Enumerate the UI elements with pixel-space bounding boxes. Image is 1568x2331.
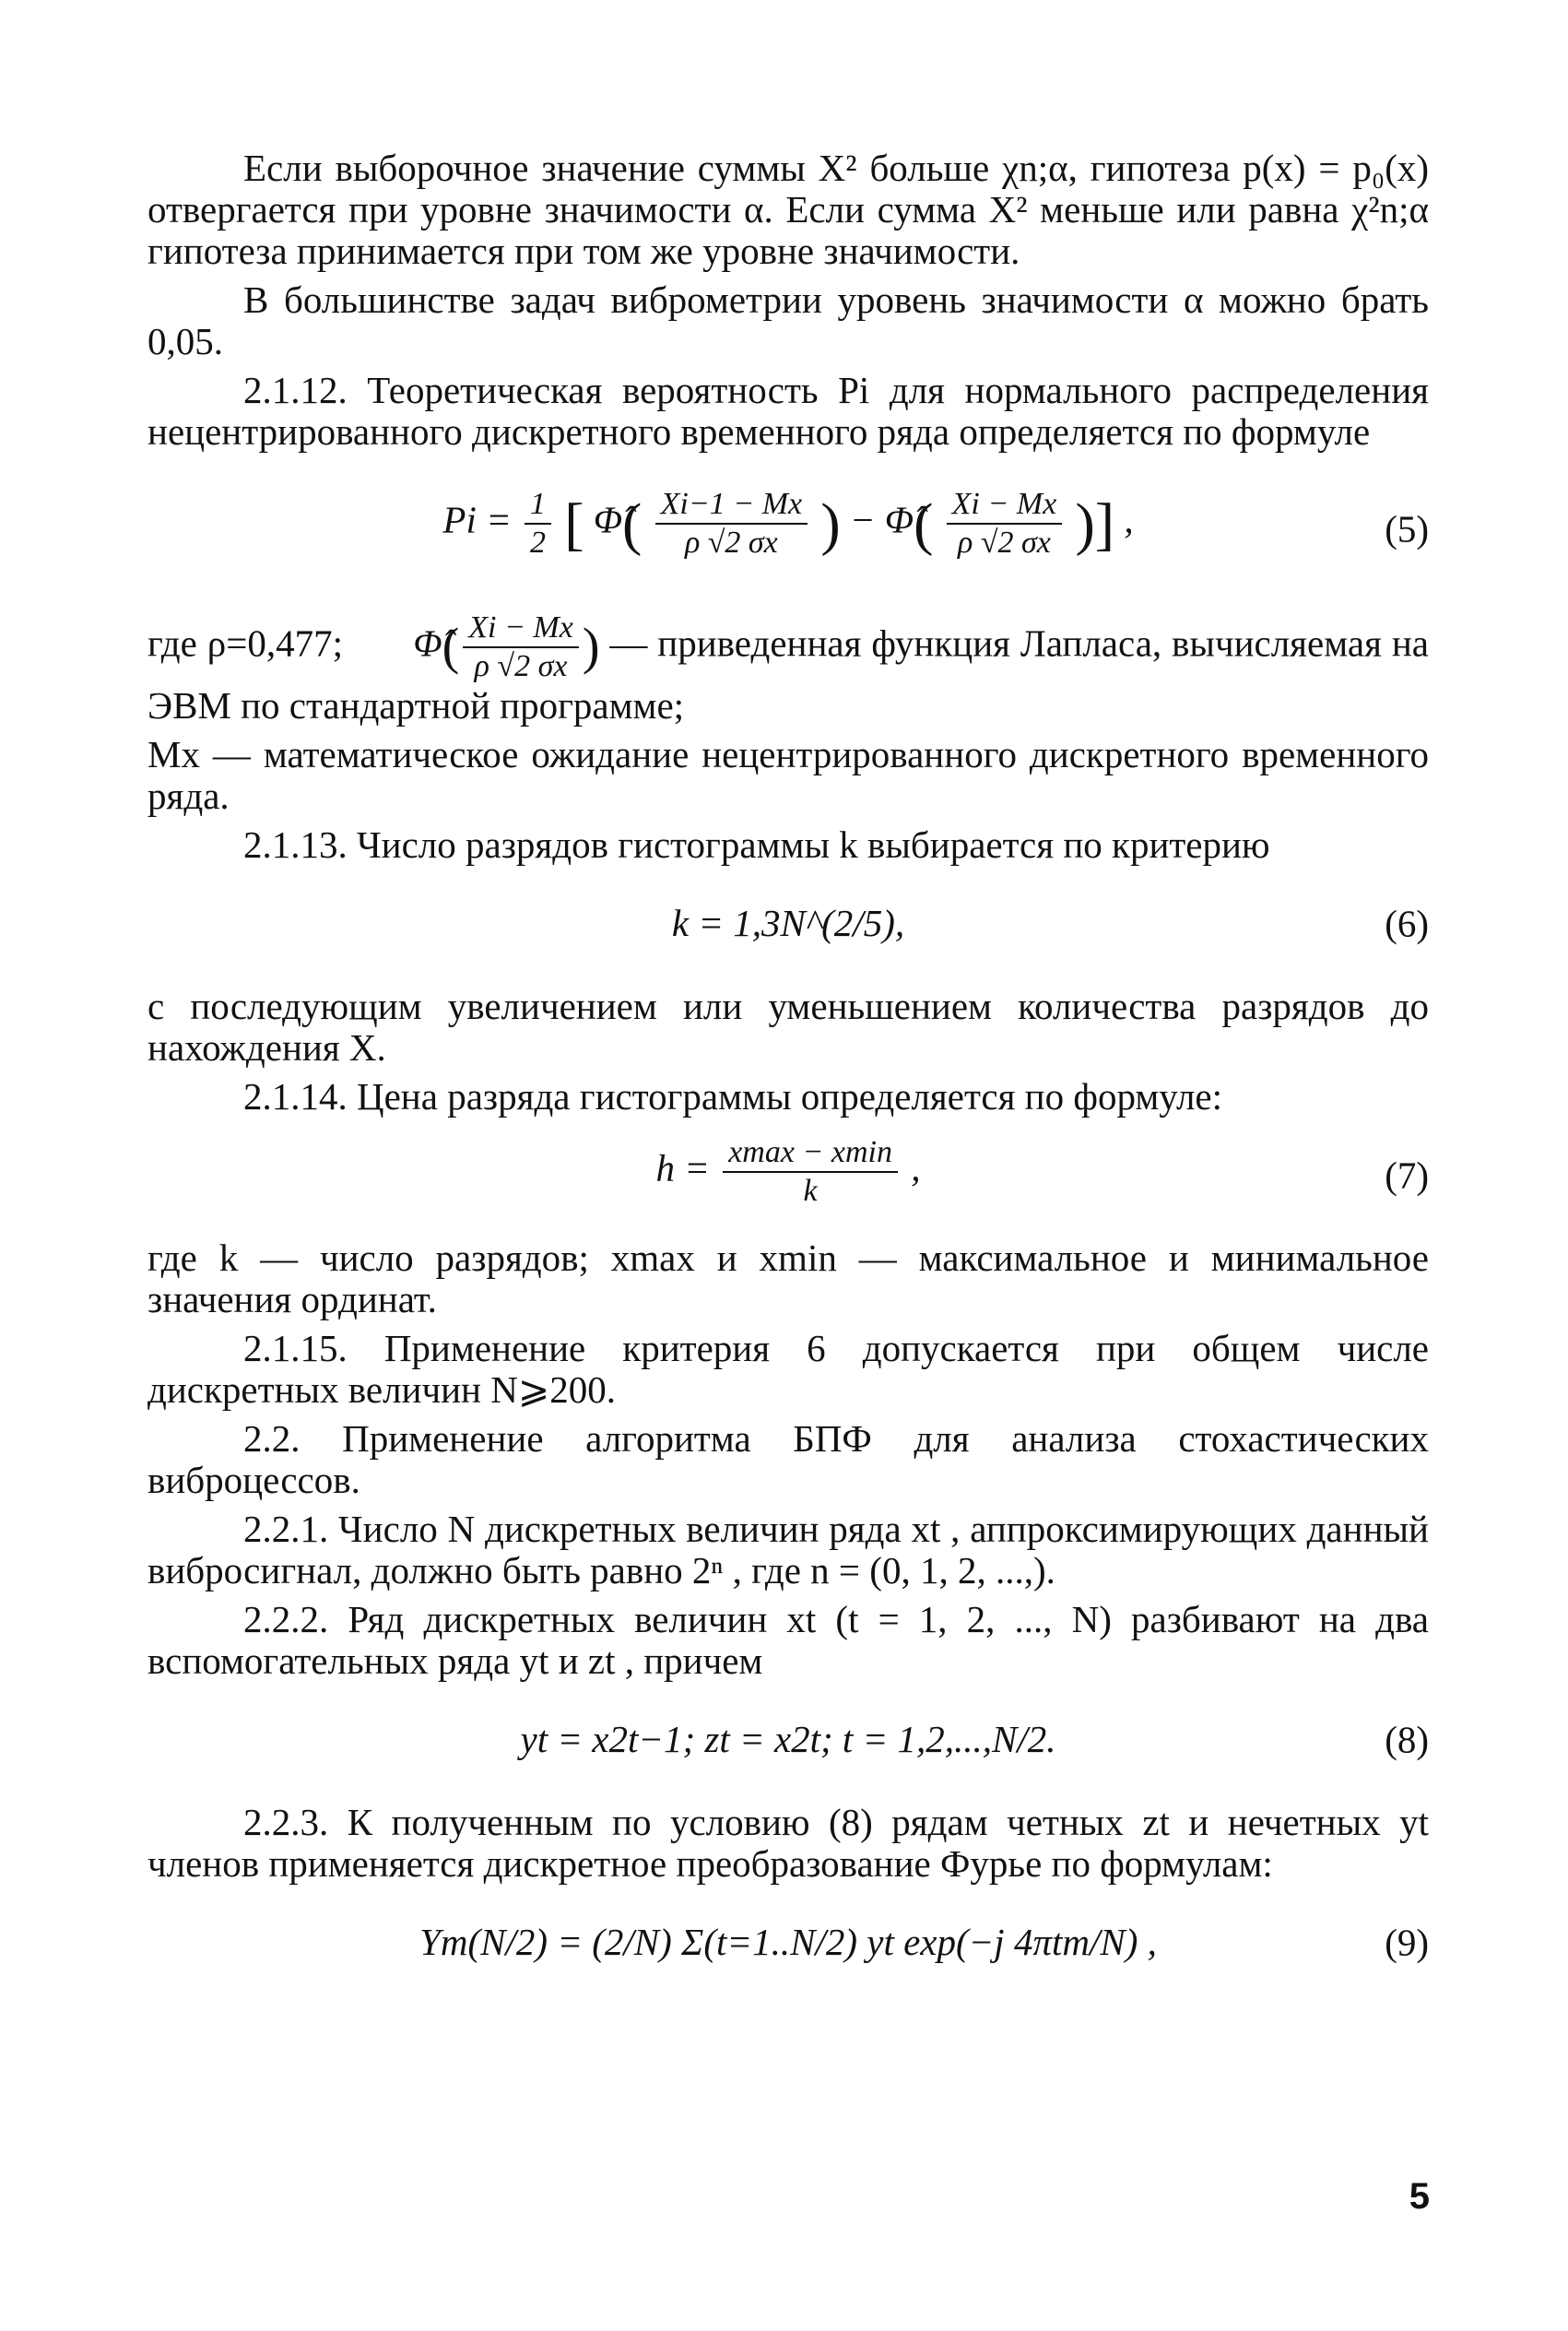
laplace-function: Φ̂ <box>413 621 442 665</box>
paragraph: 2.2.1. Число N дискретных величин ряда xt , аппроксимирующих данный вибросигнал, должно быть равно 2ⁿ , где n = (0, 1, 2, ...,). <box>147 1508 1429 1591</box>
equation-number: (8) <box>1385 1718 1429 1761</box>
formula-5-half: $\frac{1}{2}$ <box>525 486 551 562</box>
equation-number: (6) <box>1385 902 1429 945</box>
formula-7-fraction: $\frac{xmax - xmin}{k}$ <box>723 1134 898 1210</box>
equation-number: (7) <box>1385 1154 1429 1197</box>
laplace-definition: где ρ=0,477; Φ̂( $\frac{Xi - Mx}{\rho √2 \sigma x}$ ) — приведенная функция Лапласа, вычисляемая на ЭВМ по стандартной программе; <box>147 610 1430 727</box>
page-number: 5 <box>1409 2176 1430 2217</box>
paragraph: 2.2.3. К полученным по условию (8) рядам четных zt и нечетных yt членов применяется дискретное преобразование Фурье по формулам: <box>147 1801 1429 1885</box>
formula-7: h = $\frac{xmax - xmin}{k}$ , (7) <box>655 1135 1429 1208</box>
formula-8: yt = x2t−1; zt = x2t; t = 1,2,...,N/2. (8) <box>520 1718 1429 1761</box>
paragraph: 2.1.12. Теоретическая вероятность Pi для нормального распределения нецентрированного дискретного временного ряда определяется по формуле <box>147 369 1429 453</box>
formula-5: Pi = $\frac{1}{2}$ [ Φ̂( $\frac{Xi-1 - Mx}{\rho √2 \sigma x}$ ) − Φ̂( $\frac{Xi - Mx}{\rho √2 \sigma x}$ )] , (5) <box>442 487 1429 560</box>
laplace-function: Φ̂ <box>884 498 914 541</box>
paragraph: 2.2. Применение алгоритма БПФ для анализа стохастических виброцессов. <box>147 1417 1429 1501</box>
paragraph: 2.1.15. Применение критерия 6 допускается при общем числе дискретных величин N⩾200. <box>147 1327 1429 1411</box>
paragraph: 2.1.13. Число разрядов гистограммы k выбирается по критерию <box>243 823 1270 866</box>
paragraph: 2.1.14. Цена разряда гистограммы определяется по формуле: <box>243 1075 1223 1118</box>
laplace-function: Φ̂ <box>593 498 623 541</box>
paragraph: 2.2.2. Ряд дискретных величин xt (t = 1, 2, ..., N) разбивают на два вспомогательных ряда yt и zt , причем <box>147 1598 1429 1682</box>
formula-6: k = 1,3N^(2/5), (6) <box>671 902 1429 945</box>
page-body <box>147 148 1429 2005</box>
formula-5-lhs: Pi = <box>442 498 522 541</box>
formula-5-fraction-2: $\frac{Xi - Mx}{\rho √2 \sigma x}$ <box>947 486 1063 562</box>
paragraph: Если выборочное значение суммы Χ² больше χn;α, гипотеза p(x) = p₀(x) отвергается при уровне значимости α. Если сумма Χ² меньше или равна χ²n;α гипотеза принимается при том же уровне значимости. <box>147 147 1429 272</box>
formula-5-fraction-1: $\frac{Xi-1 - Mx}{\rho √2 \sigma x}$ <box>655 486 808 562</box>
equation-number: (5) <box>1385 507 1429 550</box>
paragraph: с последующим увеличением или уменьшением количества разрядов до нахождения Χ. <box>147 985 1429 1069</box>
laplace-fraction: $\frac{Xi - Mx}{\rho √2 \sigma x}$ <box>463 609 579 685</box>
paragraph: В большинстве задач виброметрии уровень значимости α можно брать 0,05. <box>147 278 1429 362</box>
paragraph: где k — число разрядов; xmax и xmin — максимальное и минимальное значения ординат. <box>147 1236 1429 1320</box>
formula-9: Ym(N/2) = (2/N) Σ(t=1..N/2) yt exp(−j 4πtm/N) , (9) <box>419 1921 1429 1964</box>
equation-number: (9) <box>1385 1921 1429 1964</box>
paragraph: Mx — математическое ожидание нецентрированного дискретного временного ряда. <box>147 733 1429 817</box>
